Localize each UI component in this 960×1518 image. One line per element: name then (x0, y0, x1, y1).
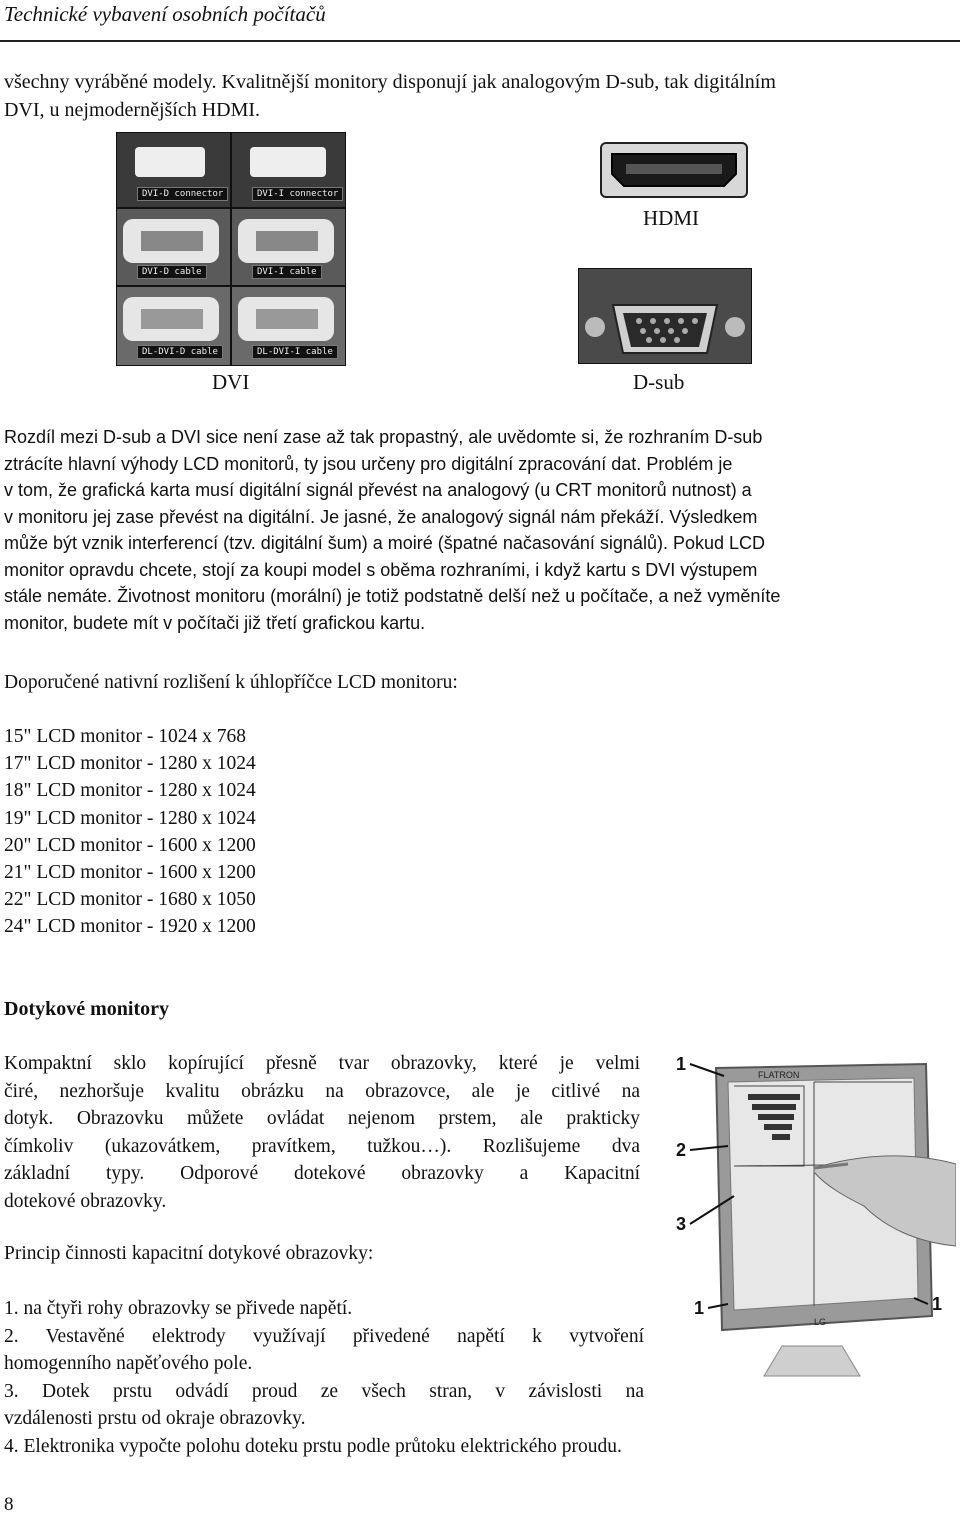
step-item: 4. Elektronika vypočte polohu doteku prstu podle průtoku elektrického proudu. (4, 1435, 622, 1457)
paragraph-line: základní typy. Odporové dotekové obrazovky a Kapacitní (4, 1163, 640, 1185)
hdmi-caption: HDMI (643, 206, 699, 230)
intro-text (4, 68, 776, 124)
paragraph-line: Kompaktní sklo kopírující přesně tvar obrazovky, které je velmi (4, 1053, 640, 1074)
header-rule (0, 40, 960, 42)
resolution-item: 21" LCD monitor - 1600 x 1200 (4, 862, 256, 884)
intro-line: DVI, u nejmodernějších HDMI. (4, 99, 261, 121)
dvi-caption: DVI (212, 370, 250, 394)
photo-tag: DVI-D connector (137, 187, 228, 201)
brand-label: FLATRON (758, 1070, 800, 1080)
paragraph-line: v tom, že grafická karta musí digitální signál převést na analogový (u CRT monitorů nutnost) a (4, 480, 752, 500)
touch-paragraph (4, 1050, 640, 1216)
dvi-i-cable-photo (231, 208, 346, 286)
dvi-d-connector-photo (116, 132, 231, 208)
marker-label: 1 (694, 1298, 705, 1318)
step-item: 2. Vestavěné elektrody využívají přivedené napětí k vytvoření (4, 1325, 644, 1347)
running-header: Technické vybavení osobních počítačů (4, 2, 326, 26)
paragraph-line: dotekové obrazovky. (4, 1190, 167, 1212)
photo-tag: DVI-D cable (137, 265, 207, 279)
dsub-caption: D-sub (633, 370, 685, 394)
marker-label: 3 (676, 1214, 687, 1234)
logo-label: LG (814, 1317, 827, 1327)
hdmi-connector-photo (600, 142, 748, 198)
page-number: 8 (4, 1494, 14, 1515)
resolution-item: 19" LCD monitor - 1280 x 1024 (4, 807, 256, 829)
dvi-i-connector-photo (231, 132, 346, 208)
photo-tag: DVI-I cable (252, 265, 322, 279)
dsub-port-icon (579, 269, 751, 363)
dsub-connector-photo (578, 268, 752, 364)
paragraph-line: čímkoliv (ukazovátkem, pravítkem, tužkou…). Rozlišujeme dva (4, 1135, 640, 1157)
paragraph-line: může být vznik interferencí (tzv. digitální šum) a moiré (špatné načasování signálů). Pokud LCD (4, 533, 766, 553)
dl-dvi-d-cable-photo (116, 286, 231, 366)
interface-paragraph (4, 424, 952, 636)
paragraph-line: Rozdíl mezi D-sub a DVI sice není zase až tak propastný, ale uvědomte si, že rozhraním D-sub (4, 427, 763, 447)
resolution-item: 22" LCD monitor - 1680 x 1050 (4, 889, 256, 911)
principle-heading: Princip činnosti kapacitní dotykové obrazovky: (4, 1243, 374, 1264)
resolution-item: 20" LCD monitor - 1600 x 1200 (4, 834, 256, 856)
step-item: 1. na čtyři rohy obrazovky se přivede napětí. (4, 1298, 353, 1319)
step-item: homogenního napěťového pole. (4, 1353, 253, 1375)
marker-label: 1 (676, 1054, 687, 1074)
step-item: 3. Dotek prstu odvádí proud ze všech stran, v závislosti na (4, 1380, 644, 1402)
marker-label: 2 (676, 1140, 687, 1160)
paragraph-line: monitor opravdu chcete, stojí za koupi model s oběma rozhraními, i když kartu s DVI výstupem (4, 559, 758, 580)
resolution-item: 17" LCD monitor - 1280 x 1024 (4, 753, 256, 775)
resolution-item: 15" LCD monitor - 1024 x 768 (4, 726, 246, 747)
resolution-item: 24" LCD monitor - 1920 x 1200 (4, 916, 256, 938)
paragraph-line: čiré, nezhoršuje kvalitu obrázku na obrazovce, ale je citlivé na (4, 1080, 640, 1102)
step-item: vzdálenosti prstu od okraje obrazovky. (4, 1408, 306, 1430)
section-heading: Dotykové monitory (4, 998, 169, 1020)
intro-line: všechny vyráběné modely. Kvalitnější monitory disponují jak analogovým D-sub, tak digitálním (4, 71, 776, 93)
touch-monitor-illustration (664, 1046, 956, 1378)
dvi-connector-photo (116, 132, 344, 364)
paragraph-line: dotyk. Obrazovku můžete ovládat nejenom prstem, ale prakticky (4, 1108, 640, 1130)
resolution-heading: Doporučené nativní rozlišení k úhlopříčce LCD monitoru: (4, 672, 458, 693)
principle-steps (4, 1295, 644, 1461)
photo-tag: DVI-I connector (252, 187, 343, 201)
photo-tag: DL-DVI-D cable (137, 345, 223, 359)
paragraph-line: stále nemáte. Životnost monitoru (morální) je totiž podstatně delší než u počítače, a než vyměníte (4, 586, 781, 606)
paragraph-line: v monitoru jej zase převést na digitální. Je jasné, že analogový signál nám překáží. Výsledkem (4, 506, 758, 527)
resolution-list (4, 723, 256, 941)
dvi-d-cable-photo (116, 208, 231, 286)
dl-dvi-i-cable-photo (231, 286, 346, 366)
resolution-item: 18" LCD monitor - 1280 x 1024 (4, 780, 256, 802)
photo-tag: DL-DVI-I cable (252, 345, 338, 359)
paragraph-line: ztrácíte hlavní výhody LCD monitorů, ty jsou určeny pro digitální zpracování dat. Problém je (4, 453, 733, 474)
hdmi-port-icon (602, 144, 746, 196)
paragraph-line: monitor, budete mít v počítači již třetí grafickou kartu. (4, 612, 426, 633)
marker-label: 1 (932, 1294, 943, 1314)
